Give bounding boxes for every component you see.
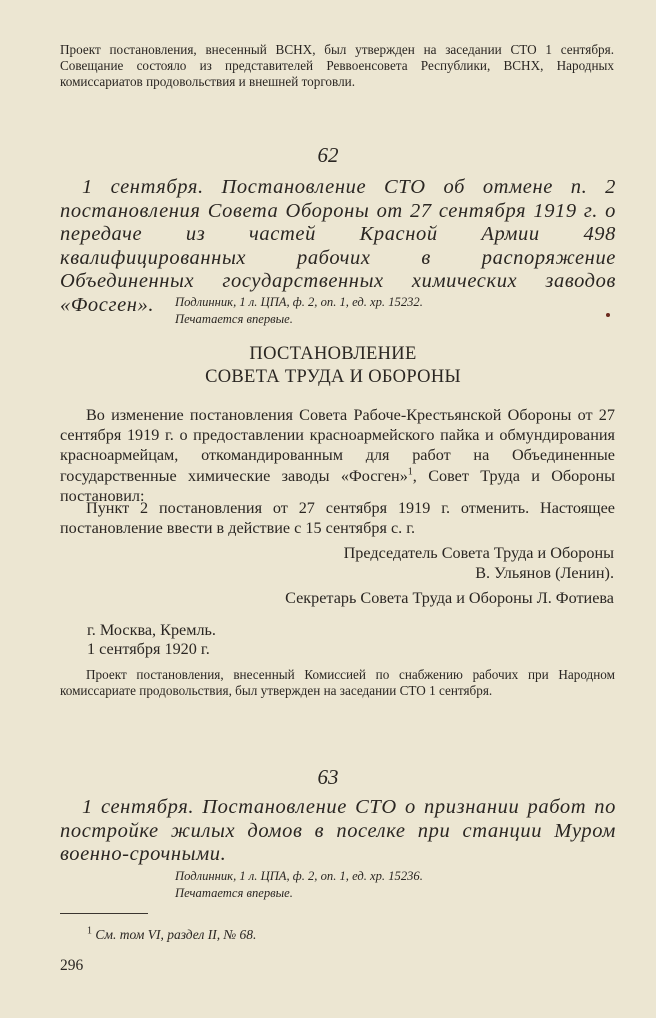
signature-role-chairman: Председатель Совета Труда и Обороны bbox=[343, 544, 614, 562]
footnote-marker: 1 bbox=[87, 925, 92, 937]
document-63-publication-note: Печатается впервые. bbox=[175, 886, 293, 900]
document-62-paragraph-2: Пункт 2 постановления от 27 сентября 1919 г. отменить. Настоящее постановление ввести в действие с 15 сентября с. г. bbox=[60, 499, 615, 538]
signing-place: г. Москва, Кремль. bbox=[87, 621, 216, 639]
document-62-source: Подлинник, 1 л. ЦПА, ф. 2, оп. 1, ед. хр. 15232. bbox=[175, 295, 423, 309]
document-63-heading: 1 сентября. Постановление СТО о признании работ по постройке жилых домов в поселке при станции Муром военно-срочными. bbox=[60, 796, 616, 865]
page-number: 296 bbox=[60, 957, 84, 974]
document-62-title-line-2: СОВЕТА ТРУДА И ОБОРОНЫ bbox=[205, 367, 461, 387]
ink-mark bbox=[606, 313, 610, 317]
footnote-text: См. том VI, раздел II, № 68. bbox=[95, 927, 257, 942]
signature-name-chairman: В. Ульянов (Ленин). bbox=[475, 564, 614, 582]
footnote-divider bbox=[60, 913, 148, 914]
document-number-62: 62 bbox=[317, 143, 339, 167]
document-number-63: 63 bbox=[317, 765, 339, 789]
document-63-source: Подлинник, 1 л. ЦПА, ф. 2, оп. 1, ед. хр. 15236. bbox=[175, 869, 423, 883]
paragraph-1-end: , Совет Труда и Обороны постановил: bbox=[60, 466, 615, 505]
document-62-publication-note: Печатается впервые. bbox=[175, 312, 293, 326]
document-62-paragraph-1 bbox=[60, 405, 615, 506]
document-62-note: Проект постановления, внесенный Комиссией по снабжению рабочих при Народном комиссариате продовольствия, был утвержден на заседании СТО 1 сентября. bbox=[60, 667, 615, 699]
signing-date: 1 сентября 1920 г. bbox=[87, 640, 210, 658]
paragraph-1-text: Во изменение постановления Совета Рабоче-Крестьянской Обороны от 27 сентября 1919 г. о предоставлении красноармейского пайка и обмундирования красноармейцам, откомандированным для работ на Объединенные государственные химические заводы «Фосген» bbox=[60, 406, 615, 485]
document-62-heading: 1 сентября. Постановление СТО об отмене п. 2 постановления Совета Обороны от 27 сентября 1919 г. о передаче из частей Красной Армии 498 квалифицированных рабочих в распоряжение Объединенных государственных химических заводов «Фосген». bbox=[60, 176, 616, 316]
footnote bbox=[87, 927, 256, 943]
intro-note: Проект постановления, внесенный ВСНХ, был утвержден на заседании СТО 1 сентября. Совещание состояло из представителей Реввоенсовета Республики, ВСНХ, Народных комиссариатов продовольствия и внешней торговли. bbox=[60, 42, 614, 90]
document-62-title-line-1: ПОСТАНОВЛЕНИЕ bbox=[249, 344, 417, 364]
signature-secretary: Секретарь Совета Труда и Обороны Л. Фотиева bbox=[285, 589, 614, 607]
footnote-reference: 1 bbox=[407, 466, 413, 478]
